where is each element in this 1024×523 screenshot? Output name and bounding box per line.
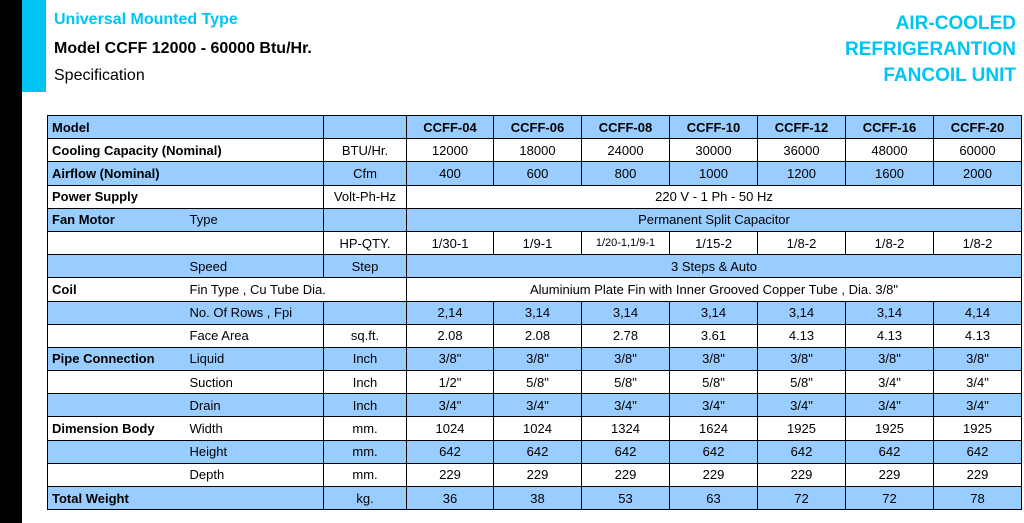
coil-rows-row [48, 301, 1022, 324]
value-cell: 2.08 [494, 324, 582, 347]
value-cell: 3/4" [582, 394, 670, 417]
fan-type-row [48, 208, 1022, 231]
left-black-bar [0, 0, 22, 523]
unit-cell: mm. [324, 463, 407, 486]
category-line-2: REFRIGERANTION [845, 39, 1016, 60]
value-cell: 3/4" [407, 394, 494, 417]
row-sublabel: No. Of Rows , Fpi [186, 301, 324, 324]
row-label [48, 255, 186, 278]
value-cell: 4.13 [758, 324, 846, 347]
dimension-width-row [48, 417, 1022, 440]
value-cell: 1/15-2 [670, 231, 758, 254]
unit-cell: Volt-Ph-Hz [324, 185, 407, 208]
row-sublabel: Suction [186, 371, 324, 394]
row-label [48, 301, 186, 324]
total-weight-row [48, 487, 1022, 510]
model-name-cell: CCFF-12 [758, 116, 846, 139]
value-cell: 3/8" [407, 347, 494, 370]
value-cell: 229 [846, 463, 934, 486]
merged-value-cell: 3 Steps & Auto [407, 255, 1022, 278]
title-accent-bar [22, 0, 46, 92]
value-cell: 1324 [582, 417, 670, 440]
value-cell: 642 [407, 440, 494, 463]
value-cell: 1/8-2 [934, 231, 1022, 254]
value-cell: 3/8" [494, 347, 582, 370]
value-cell: 38 [494, 487, 582, 510]
value-cell: 3/4" [846, 394, 934, 417]
value-cell: 5/8" [670, 371, 758, 394]
unit-cell: Inch [324, 394, 407, 417]
value-cell: 1624 [670, 417, 758, 440]
value-cell: 36000 [758, 139, 846, 162]
value-cell: 12000 [407, 139, 494, 162]
row-label: Dimension Body [48, 417, 186, 440]
row-label [48, 394, 186, 417]
cooling-capacity-row [48, 139, 1022, 162]
row-sublabel: Height [186, 440, 324, 463]
value-cell: 3/4" [934, 394, 1022, 417]
unit-cell: sq.ft. [324, 324, 407, 347]
value-cell: 1024 [494, 417, 582, 440]
value-cell: 1925 [934, 417, 1022, 440]
airflow-row [48, 162, 1022, 185]
value-cell: 3/8" [934, 347, 1022, 370]
value-cell: 5/8" [582, 371, 670, 394]
row-sublabel: Face Area [186, 324, 324, 347]
product-type-title: Universal Mounted Type [54, 11, 238, 28]
merged-value-cell: 220 V - 1 Ph - 50 Hz [407, 185, 1022, 208]
merged-value-cell: Aluminium Plate Fin with Inner Grooved Copper Tube , Dia. 3/8" [407, 278, 1022, 301]
pipe-suction-row [48, 371, 1022, 394]
value-cell: 1600 [846, 162, 934, 185]
value-cell: 5/8" [758, 371, 846, 394]
value-cell: 2.08 [407, 324, 494, 347]
dimension-depth-row [48, 463, 1022, 486]
row-label [48, 440, 186, 463]
value-cell: 3/8" [670, 347, 758, 370]
value-cell: 642 [582, 440, 670, 463]
model-name-cell: CCFF-06 [494, 116, 582, 139]
pipe-drain-row [48, 394, 1022, 417]
pipe-liquid-row [48, 347, 1022, 370]
unit-header-cell [324, 116, 407, 139]
model-name-cell: CCFF-08 [582, 116, 670, 139]
value-cell: 4.13 [846, 324, 934, 347]
row-label: Fan Motor [48, 208, 186, 231]
value-cell: 229 [670, 463, 758, 486]
value-cell: 48000 [846, 139, 934, 162]
category-line-1: AIR-COOLED [895, 13, 1016, 34]
value-cell: 30000 [670, 139, 758, 162]
value-cell: 24000 [582, 139, 670, 162]
value-cell: 1/20-1,1/9-1 [582, 231, 670, 254]
value-cell: 1/8-2 [758, 231, 846, 254]
value-cell: 3/4" [934, 371, 1022, 394]
value-cell: 72 [758, 487, 846, 510]
value-cell: 642 [758, 440, 846, 463]
value-cell: 642 [846, 440, 934, 463]
fan-speed-row [48, 255, 1022, 278]
category-line-3: FANCOIL UNIT [883, 65, 1016, 86]
row-label: Power Supply [48, 185, 324, 208]
row-sublabel: Depth [186, 463, 324, 486]
fan-hp-row [48, 231, 1022, 254]
value-cell: 1/9-1 [494, 231, 582, 254]
unit-cell: mm. [324, 440, 407, 463]
model-name-cell: CCFF-10 [670, 116, 758, 139]
row-label [48, 463, 186, 486]
value-cell: 36 [407, 487, 494, 510]
value-cell: 600 [494, 162, 582, 185]
value-cell: 2,14 [407, 301, 494, 324]
value-cell: 400 [407, 162, 494, 185]
value-cell: 642 [670, 440, 758, 463]
value-cell: 1/30-1 [407, 231, 494, 254]
value-cell: 53 [582, 487, 670, 510]
model-name-cell: CCFF-16 [846, 116, 934, 139]
power-supply-row [48, 185, 1022, 208]
value-cell: 3.61 [670, 324, 758, 347]
value-cell: 3/4" [846, 371, 934, 394]
header-left [54, 10, 312, 86]
merged-value-cell: Permanent Split Capacitor [407, 208, 1022, 231]
row-label: Cooling Capacity (Nominal) [48, 139, 324, 162]
unit-cell: Cfm [324, 162, 407, 185]
model-name-cell: CCFF-04 [407, 116, 494, 139]
unit-cell: kg. [324, 487, 407, 510]
value-cell: 3/8" [846, 347, 934, 370]
unit-cell: BTU/Hr. [324, 139, 407, 162]
value-cell: 2000 [934, 162, 1022, 185]
unit-cell: mm. [324, 417, 407, 440]
unit-cell: Inch [324, 371, 407, 394]
model-name-cell: CCFF-20 [934, 116, 1022, 139]
unit-cell: Step [324, 255, 407, 278]
specification-subtitle: Specification [54, 67, 145, 84]
value-cell: 1/8-2 [846, 231, 934, 254]
value-cell: 3/8" [582, 347, 670, 370]
row-label: Airflow (Nominal) [48, 162, 324, 185]
value-cell: 4,14 [934, 301, 1022, 324]
value-cell: 1200 [758, 162, 846, 185]
value-cell: 3,14 [582, 301, 670, 324]
value-cell: 1925 [846, 417, 934, 440]
dimension-height-row [48, 440, 1022, 463]
row-sublabel: Speed [186, 255, 324, 278]
value-cell: 229 [494, 463, 582, 486]
coil-type-row [48, 278, 1022, 301]
value-cell: 3,14 [670, 301, 758, 324]
row-label: Coil [48, 278, 186, 301]
unit-cell: HP-QTY. [324, 231, 407, 254]
model-header-label: Model [48, 116, 324, 139]
value-cell: 800 [582, 162, 670, 185]
value-cell: 3/4" [670, 394, 758, 417]
row-label [48, 371, 186, 394]
value-cell: 229 [582, 463, 670, 486]
value-cell: 3,14 [846, 301, 934, 324]
value-cell: 1000 [670, 162, 758, 185]
value-cell: 1/2" [407, 371, 494, 394]
value-cell: 3/4" [758, 394, 846, 417]
value-cell: 3,14 [758, 301, 846, 324]
value-cell: 3,14 [494, 301, 582, 324]
row-sublabel: Drain [186, 394, 324, 417]
value-cell: 18000 [494, 139, 582, 162]
row-sublabel: Liquid [186, 347, 324, 370]
value-cell: 60000 [934, 139, 1022, 162]
row-label: Pipe Connection [48, 347, 186, 370]
value-cell: 642 [494, 440, 582, 463]
table-header-row [48, 116, 1022, 139]
row-label [48, 324, 186, 347]
value-cell: 229 [758, 463, 846, 486]
product-category-title [756, 11, 1016, 89]
coil-face-area-row [48, 324, 1022, 347]
value-cell: 72 [846, 487, 934, 510]
unit-cell: Inch [324, 347, 407, 370]
unit-cell [324, 301, 407, 324]
row-label: Total Weight [48, 487, 324, 510]
value-cell: 1024 [407, 417, 494, 440]
value-cell: 2.78 [582, 324, 670, 347]
unit-cell [324, 208, 407, 231]
value-cell: 229 [407, 463, 494, 486]
row-label [48, 231, 324, 254]
value-cell: 3/4" [494, 394, 582, 417]
value-cell: 229 [934, 463, 1022, 486]
value-cell: 5/8" [494, 371, 582, 394]
row-sublabel: Type [186, 208, 324, 231]
value-cell: 3/8" [758, 347, 846, 370]
row-sublabel: Width [186, 417, 324, 440]
value-cell: 642 [934, 440, 1022, 463]
value-cell: 4.13 [934, 324, 1022, 347]
value-cell: 1925 [758, 417, 846, 440]
value-cell: 63 [670, 487, 758, 510]
row-sublabel: Fin Type , Cu Tube Dia. [186, 278, 407, 301]
specification-table [47, 115, 1022, 510]
model-title: Model CCFF 12000 - 60000 Btu/Hr. [54, 40, 312, 57]
value-cell: 78 [934, 487, 1022, 510]
